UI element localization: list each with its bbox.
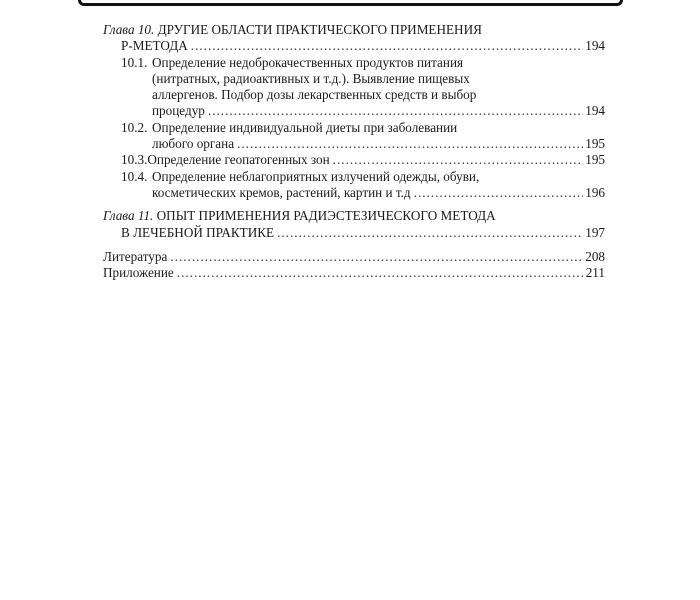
chapter-10-title: ДРУГИЕ ОБЛАСТИ ПРАКТИЧЕСКОГО ПРИМЕНЕНИЯ: [157, 22, 482, 37]
toc-chapter-11[interactable]: [103, 208, 605, 241]
item-number: 10.4.: [121, 168, 148, 184]
chapter-11-title-line-2: В ЛЕЧЕБНОЙ ПРАКТИКЕ ..... 197: [103, 225, 605, 241]
chapter-11-title: ОПЫТ ПРИМЕНЕНИЯ РАДИЭСТЕЗИЧЕСКОГО МЕТОДА: [156, 208, 496, 224]
leader-dots: [177, 265, 584, 281]
chapter-11-label: Глава 11.: [103, 208, 154, 224]
leader-dots: [333, 152, 584, 168]
toc-item-10-3[interactable]: 10.3. Определение геопатогенных зон ..... 195: [121, 152, 605, 168]
chapter-10-title-line-2: Р-МЕТОДА ..... 194: [103, 38, 605, 54]
page-number: 197: [585, 224, 605, 240]
leader-dots: [191, 38, 583, 54]
leader-dots: [237, 136, 583, 152]
page-number: 196: [585, 184, 605, 200]
toc-appendix[interactable]: Приложение ..... 211: [103, 265, 605, 281]
page-number: 195: [585, 152, 605, 168]
toc-chapter-10[interactable]: [103, 22, 605, 55]
page-number: 194: [585, 38, 605, 54]
chapter-10-title-line-1: [103, 22, 605, 38]
table-of-contents: [103, 22, 605, 281]
leader-dots: [170, 249, 583, 265]
toc-item-10-2[interactable]: 10.2. Определение индивидуальной диеты при заболевании любого органа ..... 195: [121, 120, 605, 153]
toc-item-10-4[interactable]: 10.4. Определение неблагоприятных излучений одежды, обуви, косметических кремов, растений, картин и т.д ..... 196: [121, 169, 605, 202]
chapter-10-label: Глава 10.: [103, 22, 155, 37]
toc-literature[interactable]: Литература ..... 208: [103, 249, 605, 265]
page-number: 208: [585, 248, 605, 264]
chapter-11-title-line-1: [103, 208, 605, 224]
leader-dots: [208, 103, 583, 119]
item-number: 10.2.: [121, 119, 148, 135]
page-number: 194: [585, 103, 605, 119]
page-top-border: [78, 0, 623, 6]
leader-dots: [414, 185, 584, 201]
page-number: 195: [585, 136, 605, 152]
item-number: 10.1.: [121, 54, 148, 70]
page-number: 211: [585, 265, 605, 281]
item-number: 10.3.: [121, 152, 148, 168]
leader-dots: [277, 225, 583, 241]
toc-item-10-1[interactable]: 10.1. Определение недоброкачественных продуктов питания (нитратных, радиоактивных и т.д.). Выявление пищевых аллергенов. Подбор дозы лекарственных средств и выбор процедур ..... 194: [121, 55, 605, 120]
